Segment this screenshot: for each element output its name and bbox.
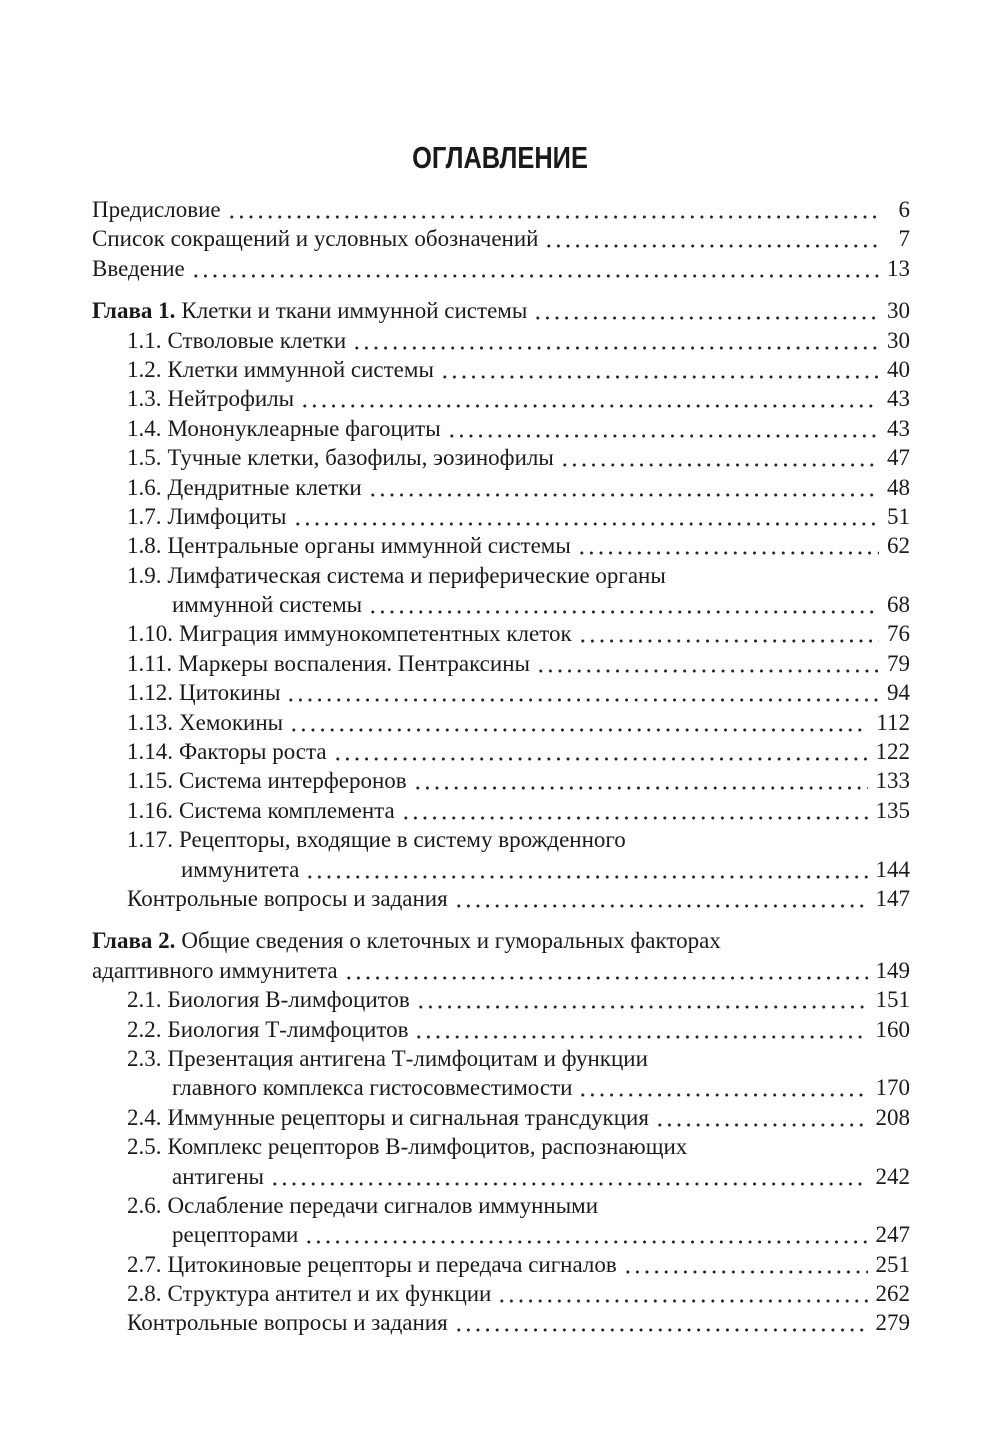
page-number: 68 [887,592,910,618]
dot-leader [227,195,882,224]
page-title: ОГЛАВЛЕНИЕ [412,140,588,175]
section-number: 2.6. [127,1192,162,1218]
entry-title: Стволовые клетки [167,327,347,353]
page-number: 47 [887,445,910,471]
dot-leader [533,296,879,325]
page-number: 208 [875,1104,910,1130]
dot-leader [368,590,879,619]
page-number: 79 [887,650,910,676]
section-number: 2.1. [127,987,162,1013]
page-number: 279 [875,1310,910,1336]
toc-line [92,1015,910,1044]
toc-line [92,384,910,413]
toc-line [92,678,910,707]
entry-title: Мононуклеарные фагоциты [167,415,441,441]
page-number: 43 [887,386,910,412]
entry-title: Комплекс рецепторов В-лимфоцитов, распознающих [167,1134,688,1160]
dot-leader [414,1015,867,1044]
page-number: 247 [875,1222,910,1248]
section-number: 1.6. [127,474,162,500]
dot-leader [289,708,868,737]
page-number: 43 [887,415,910,441]
dot-leader [440,355,879,384]
toc-line [92,1191,910,1220]
page-number: 251 [875,1251,910,1277]
dot-leader [577,531,879,560]
entry-title: Маркеры воспаления. Пентраксины [178,650,530,676]
page-number: 135 [875,797,910,823]
dot-leader [454,1308,868,1337]
toc-entry[interactable] [92,1250,910,1279]
section-number: 1.4. [127,415,162,441]
page-number: 40 [887,356,910,382]
toc-entry[interactable] [92,561,910,620]
toc-entry[interactable] [92,737,910,766]
toc-line [92,1308,910,1337]
entry-title: Факторы роста [179,739,327,765]
toc-entry[interactable] [92,619,910,648]
page-number: 62 [887,533,910,559]
dot-leader [401,796,868,825]
page-number: 170 [875,1075,910,1101]
toc-entry[interactable] [92,678,910,707]
entry-title: Цитокины [179,680,281,706]
dot-leader [447,414,879,443]
toc-line [92,473,910,502]
toc-line [92,326,910,355]
section-number: 2.3. [127,1045,162,1071]
entry-title: Контрольные вопросы и задания [127,1310,448,1336]
toc-entry[interactable] [92,195,910,224]
toc-line [92,195,910,224]
dot-leader [578,619,879,648]
section-number: 1.12. [127,680,173,706]
section-gap [92,283,910,296]
toc-line [92,956,910,985]
dot-leader [544,224,882,253]
toc-entry[interactable] [92,884,910,913]
page-number: 51 [887,503,910,529]
dot-leader [416,985,868,1014]
dot-leader [578,1073,867,1102]
toc-line [92,443,910,472]
entry-title: Клетки и ткани иммунной системы [181,298,528,324]
dot-leader [413,766,868,795]
dot-leader [293,502,880,531]
section-number: 2.8. [127,1281,162,1307]
toc-line [92,224,910,253]
entry-title: Лимфатическая система и периферические органы [167,562,666,588]
dot-leader [655,1103,868,1132]
entry-title: рецепторами [172,1222,299,1248]
toc-entry[interactable] [92,796,910,825]
entry-title: Общие сведения о клеточных и гуморальных факторах [181,928,721,954]
toc-line [92,1073,910,1102]
entry-title: Презентация антигена Т-лимфоцитам и функции [167,1045,648,1071]
entry-title: Ослабление передачи сигналов иммунными [167,1192,599,1218]
toc-entry[interactable] [92,1191,910,1250]
table-of-contents [92,195,910,1338]
page-number: 262 [875,1281,910,1307]
section-number: 1.14. [127,739,173,765]
dot-leader [344,956,868,985]
section-number: 1.11. [127,650,173,676]
dot-leader [300,384,879,413]
page-number: 30 [887,327,910,353]
toc-line [92,1132,910,1161]
toc-line [92,884,910,913]
page-number: 48 [887,474,910,500]
toc-line [92,855,910,884]
page-number: 242 [875,1163,910,1189]
toc-entry[interactable] [92,1308,910,1337]
page-number: 151 [875,987,910,1013]
toc-entry[interactable] [92,1132,910,1191]
dot-leader [270,1162,868,1191]
toc-line [92,766,910,795]
page-number: 122 [875,739,910,765]
page-number: 76 [887,621,910,647]
dot-leader [305,855,867,884]
toc-entry[interactable] [92,502,910,531]
entry-title: Тучные клетки, базофилы, эозинофилы [167,445,554,471]
entry-title: Нейтрофилы [167,386,295,412]
section-number: 1.9. [127,562,162,588]
chapter-label: Глава 1. [92,298,176,324]
dot-leader [368,473,879,502]
section-number: 1.8. [127,533,162,559]
toc-line [92,561,910,590]
toc-line [92,1279,910,1308]
page-number: 7 [898,226,910,252]
page-number: 149 [875,957,910,983]
section-number: 1.7. [127,503,162,529]
page-number: 13 [887,255,910,281]
page-number: 133 [875,768,910,794]
toc-line [92,737,910,766]
entry-title: иммунной системы [172,592,363,618]
toc-entry[interactable] [92,1044,910,1103]
entry-title: Контрольные вопросы и задания [127,885,448,911]
section-number: 2.2. [127,1016,162,1042]
toc-line [92,254,910,283]
section-number: 2.7. [127,1251,162,1277]
toc-entry[interactable] [92,224,910,253]
toc-line [92,619,910,648]
entry-title: Лимфоциты [167,503,287,529]
dot-leader [286,678,879,707]
entry-title: иммунитета [181,856,300,882]
page-number: 6 [898,197,910,222]
toc-line [92,985,910,1014]
section-number: 1.10. [127,621,173,647]
toc-line [92,1103,910,1132]
entry-title: Рецепторы, входящие в систему врожденного [179,827,626,853]
toc-line [92,1162,910,1191]
entry-title: Биология Т-лимфоцитов [167,1016,409,1042]
section-number: 1.1. [127,327,162,353]
toc-entry[interactable] [92,766,910,795]
entry-title: Структура антител и их функции [167,1281,492,1307]
section-number: 1.15. [127,768,173,794]
toc-entry[interactable] [92,355,910,384]
toc-entry[interactable] [92,443,910,472]
entry-title: Миграция иммунокомпетентных клеток [179,621,572,647]
toc-entry[interactable] [92,254,910,283]
entry-title: Введение [92,255,185,281]
toc-line [92,649,910,678]
dot-leader [497,1279,867,1308]
dot-leader [536,649,879,678]
toc-line [92,1044,910,1073]
toc-entry[interactable] [92,985,910,1014]
toc-entry[interactable] [92,1103,910,1132]
entry-title: Хемокины [179,709,284,735]
toc-line [92,825,910,854]
entry-title: Клетки иммунной системы [167,356,434,382]
entry-title: Иммунные рецепторы и сигнальная трансдукция [167,1104,649,1130]
page-number: 112 [876,709,910,735]
entry-title: антигены [172,1163,264,1189]
entry-title: Центральные органы иммунной системы [167,533,571,559]
toc-entry[interactable] [92,825,910,884]
toc-entry[interactable] [92,708,910,737]
entry-title: Предисловие [92,197,221,222]
toc-line [92,1250,910,1279]
dot-leader [560,443,879,472]
entry-title: Система комплемента [179,797,395,823]
section-number: 2.4. [127,1104,162,1130]
section-number: 1.13. [127,709,173,735]
dot-leader [352,326,879,355]
section-number: 1.16. [127,797,173,823]
toc-entry[interactable] [92,926,910,985]
toc-line [92,926,910,955]
toc-entry[interactable] [92,384,910,413]
toc-line [92,502,910,531]
entry-title: Список сокращений и условных обозначений [92,226,539,252]
page-number: 30 [887,298,910,324]
toc-entry[interactable] [92,326,910,355]
toc-line [92,796,910,825]
chapter-label: Глава 2. [92,928,176,954]
page-number: 160 [875,1016,910,1042]
entry-title: Система интерферонов [179,768,407,794]
toc-line [92,590,910,619]
section-number: 1.5. [127,445,162,471]
toc-entry[interactable] [92,296,910,325]
toc-entry[interactable] [92,473,910,502]
toc-entry[interactable] [92,649,910,678]
section-number: 1.3. [127,386,162,412]
entry-title: Цитокиновые рецепторы и передача сигналов [167,1251,617,1277]
section-number: 1.2. [127,356,162,382]
page-number: 144 [875,856,910,882]
dot-leader [333,737,868,766]
page-number: 94 [887,680,910,706]
toc-line [92,531,910,560]
toc-line [92,1220,910,1249]
entry-title: Биология В-лимфоцитов [167,987,410,1013]
dot-leader [191,254,879,283]
toc-entry[interactable] [92,1015,910,1044]
dot-leader [304,1220,867,1249]
toc-line [92,708,910,737]
section-gap [92,913,910,926]
toc-line [92,414,910,443]
toc-line [92,355,910,384]
toc-entry[interactable] [92,414,910,443]
section-number: 1.17. [127,827,173,853]
entry-title: главного комплекса гистосовместимости [172,1075,573,1101]
toc-line [92,296,910,325]
entry-title: Дендритные клетки [167,474,362,500]
toc-entry[interactable] [92,1279,910,1308]
page-number: 147 [875,885,910,911]
section-number: 2.5. [127,1134,162,1160]
toc-entry[interactable] [92,531,910,560]
entry-title: адаптивного иммунитета [92,957,338,983]
dot-leader [623,1250,868,1279]
dot-leader [454,884,868,913]
